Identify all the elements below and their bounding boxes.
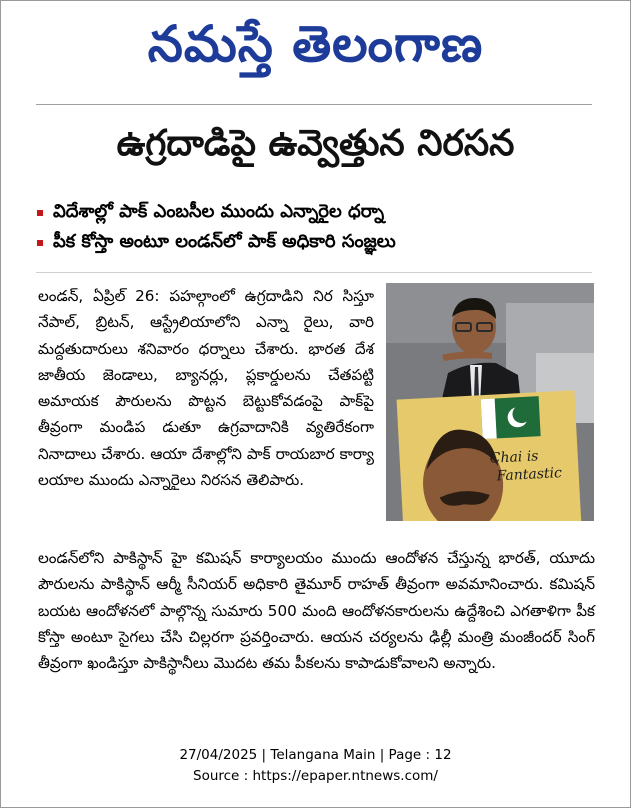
poster-text: Fantastic	[496, 465, 563, 485]
bullet-square-icon	[37, 240, 43, 246]
subheadline-divider	[36, 272, 592, 273]
subheadline-text: విదేశాల్లో పాక్ ఎంబసీల ముందు ఎన్నారైల ధర్నా	[53, 200, 385, 222]
bullet-square-icon	[37, 210, 43, 216]
article-paragraph: లండన్, ఏప్రిల్ 26: పహల్గాంలో ఉగ్రదాడిని నిర సిస్తూ నేపాల్, బ్రిటన్, ఆస్ట్రేలియాలోని ఎన్నా రైలు, వారి మద్దతుదారులు శనివారం ధర్నాలు చేశారు. భారత దేశ జాతీయ జెండాలు, బ్యానర్లు, ప్లకార్డులను చేతపట్టి అమాయక పౌరులను పొట్టన బెట్టుకోవడంపై పాక్‌పై తీవ్రంగా మండిప డుతూ ఉగ్రవాదానికి వ్యతిరేకంగా నినాదాలు చేశారు. ఆయా దేశాల్లోని పాక్ రాయబార కార్యా లయాల ముందు ఎన్నారైలు నిరసన తెలిపారు.	[38, 287, 374, 490]
article-paragraph: లండన్‌లోని పాకిస్థాన్ హై కమిషన్ కార్యాలయం ముందు ఆందోళన చేస్తున్న భారత్, యూదు పౌరులను పాకిస్థాన్ ఆర్మీ సీనియర్ అధికారి తైమూర్ రాహత్ తీవ్రంగా అవమానించారు. కమిషన్ బయట ఆందోళనలో పాల్గొన్న సుమారు 500 మంది ఆందోళనకారులను ఉద్దేశించి ఎగతాళిగా పీక కోస్తా అంటూ సైగలు చేసి చిల్లరగా ప్రవర్తించారు. ఆయన చర్యలను ఢిల్లీ మంత్రి మంజీందర్ సింగ్ తీవ్రంగా ఖండిస్తూ పాకిస్థానీలు మొదట తమ పీకలను కాపాడుకోవాలని అన్నారు.	[38, 549, 595, 673]
subheadline-item	[37, 198, 597, 228]
masthead-divider	[36, 104, 592, 105]
publication-info: 27/04/2025 | Telangana Main | Page : 12	[179, 747, 452, 763]
news-photo	[386, 283, 594, 521]
article-body-full	[38, 545, 595, 676]
subheadline-list	[37, 198, 597, 258]
newspaper-masthead: నమస్తే తెలంగాణ	[147, 15, 484, 73]
subheadline-text: పీక కోస్తా అంటూ లండన్‌లో పాక్ అధికారి సంజ్ఞలు	[53, 230, 396, 252]
protest-photo-image	[386, 283, 594, 521]
article-body-column	[38, 283, 374, 493]
clipping-footer	[0, 745, 631, 787]
article-headline: ఉగ్రదాడిపై ఉవ్వెత్తున నిరసన	[116, 123, 515, 164]
subheadline-item	[37, 228, 597, 258]
poster-text: Chai is	[489, 448, 539, 467]
source-link[interactable]: Source : https://epaper.ntnews.com/	[193, 768, 438, 784]
